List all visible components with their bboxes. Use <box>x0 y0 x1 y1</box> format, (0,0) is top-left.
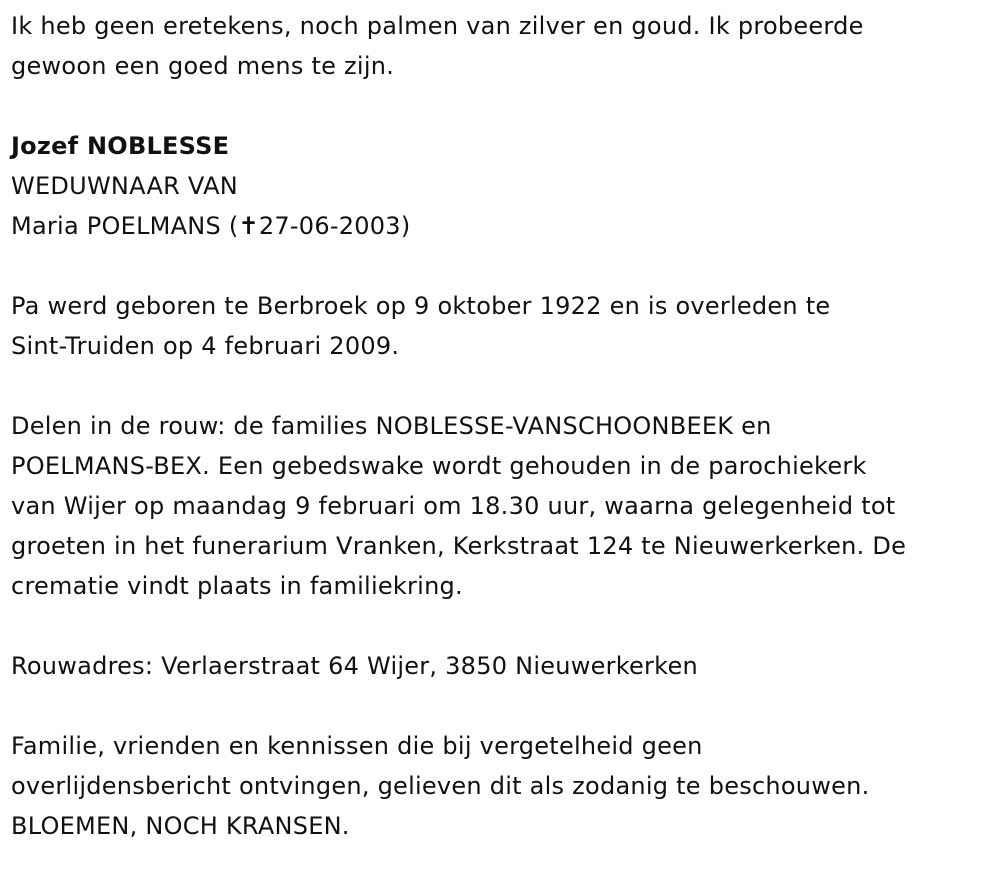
mourning-address: Rouwadres: Verlaerstraat 64 Wijer, 3850 Nieuwerkerken <box>11 652 698 680</box>
spacer <box>11 86 991 126</box>
deceased-block <box>11 126 991 246</box>
birth-death-line: Pa werd geboren te Berbroek op 9 oktober 1922 en is overleden te <box>11 292 831 320</box>
quote-line: gewoon een goed mens te zijn. <box>11 52 395 80</box>
closing-paragraph <box>11 726 991 846</box>
widower-status: WEDUWNAAR VAN <box>11 172 238 200</box>
spouse-name: Maria POELMANS (✝27-06-2003) <box>11 212 411 240</box>
spacer <box>11 606 991 646</box>
closing-line: BLOEMEN, NOCH KRANSEN. <box>11 812 350 840</box>
mourning-line: POELMANS-BEX. Een gebedswake wordt gehouden in de parochiekerk <box>11 452 867 480</box>
spacer <box>11 246 991 286</box>
birth-death-line: Sint-Truiden op 4 februari 2009. <box>11 332 400 360</box>
spacer <box>11 686 991 726</box>
spacer <box>11 366 991 406</box>
closing-line: Familie, vrienden en kennissen die bij vergetelheid geen <box>11 732 703 760</box>
obituary-document <box>11 6 991 846</box>
mourning-line: van Wijer op maandag 9 februari om 18.30 uur, waarna gelegenheid tot <box>11 492 896 520</box>
mourning-line: groeten in het funerarium Vranken, Kerkstraat 124 te Nieuwerkerken. De <box>11 532 907 560</box>
quote-line: Ik heb geen eretekens, noch palmen van zilver en goud. Ik probeerde <box>11 12 864 40</box>
birth-death-paragraph <box>11 286 991 366</box>
mourning-paragraph <box>11 406 991 606</box>
closing-line: overlijdensbericht ontvingen, gelieven dit als zodanig te beschouwen. <box>11 772 870 800</box>
quote-paragraph <box>11 6 991 86</box>
address-paragraph <box>11 646 991 686</box>
mourning-line: crematie vindt plaats in familiekring. <box>11 572 463 600</box>
mourning-line: Delen in de rouw: de families NOBLESSE-VANSCHOONBEEK en <box>11 412 772 440</box>
deceased-name: Jozef NOBLESSE <box>11 132 230 160</box>
